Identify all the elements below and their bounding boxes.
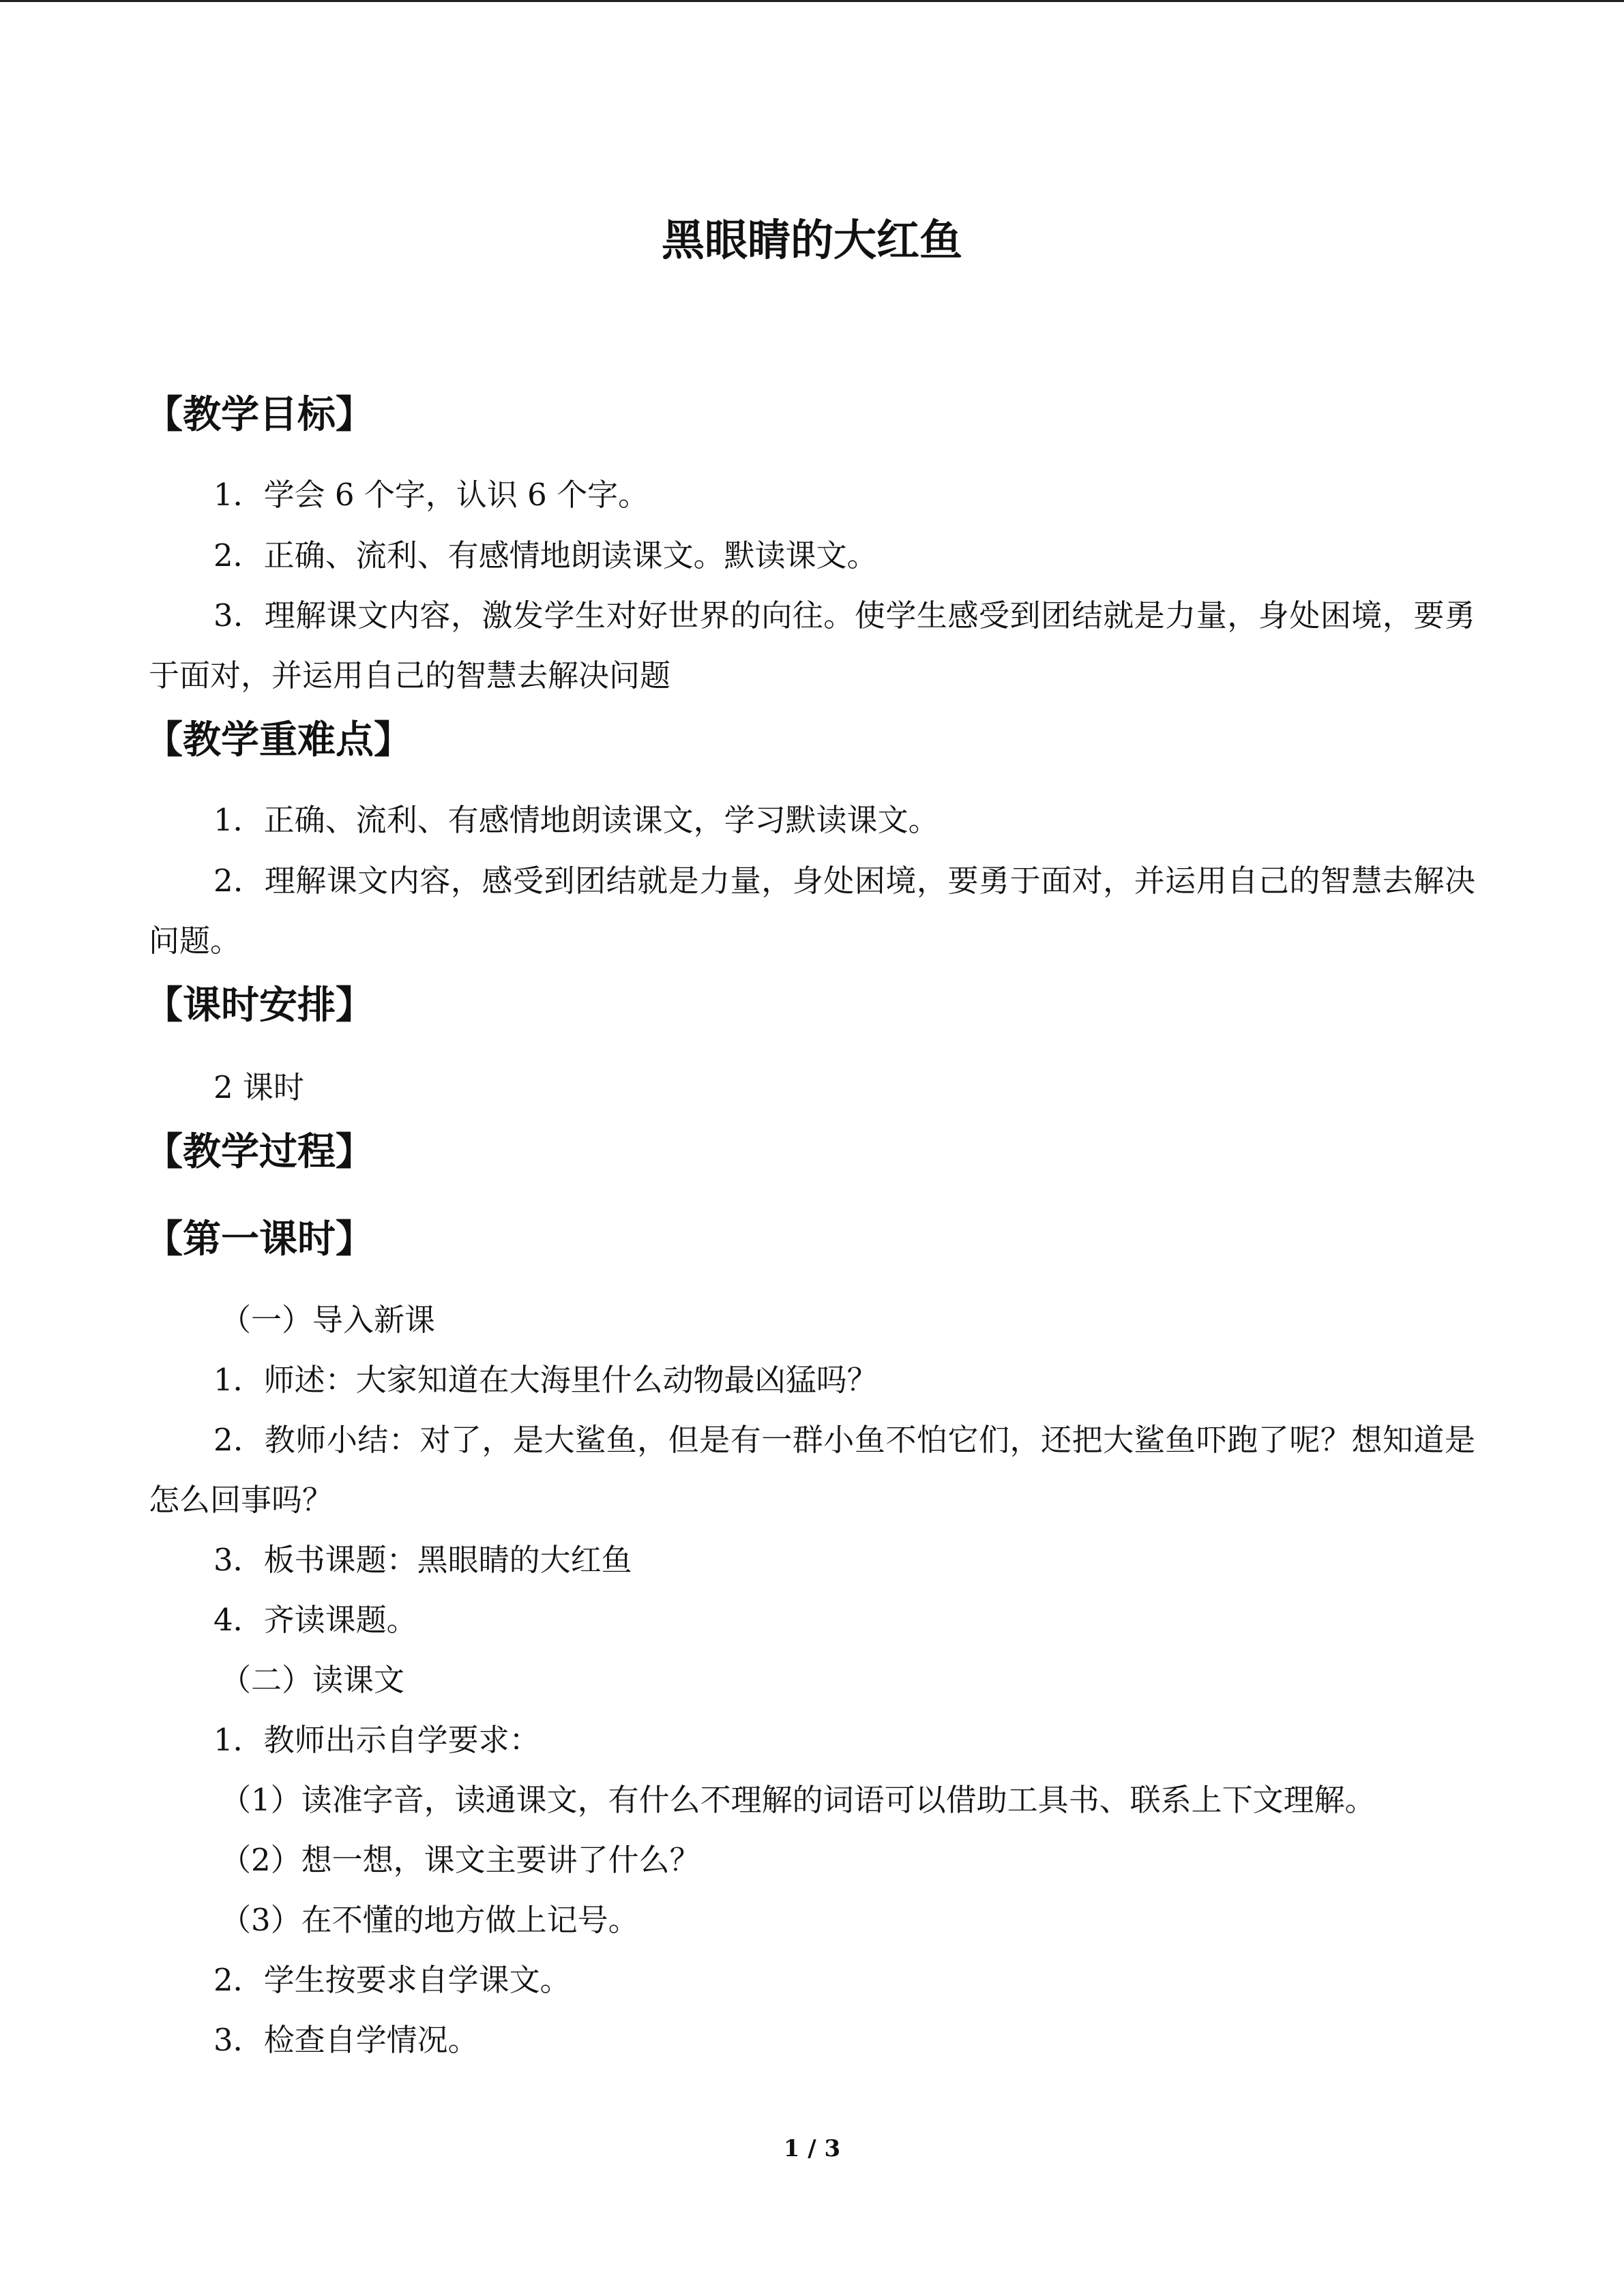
objective-item-2: 2．正确、流利、有感情地朗读课文。默读课文。 [213,537,878,573]
part2-item-1: 1．教师出示自学要求： [213,1722,540,1758]
heading-key-points: 【教学重难点】 [145,717,412,762]
part2-item-2: （1）读准字音，读通课文，有什么不理解的词语可以借助工具书、联系上下文理解。 [220,1782,1376,1818]
heading-lesson-one: 【第一课时】 [145,1217,374,1262]
part2-title: （二）读课文 [220,1662,405,1698]
schedule-text: 2 课时 [213,1069,304,1105]
key-point-item-1: 1．正确、流利、有感情地朗读课文，学习默读课文。 [213,802,939,838]
key-point-item-2: 2．理解课文内容，感受到团结就是力量，身处困境，要勇于面对，并运用自己的智慧去解决问题。 [149,863,1475,959]
heading-objectives: 【教学目标】 [145,392,374,437]
heading-schedule: 【课时安排】 [145,983,374,1028]
objective-item-3: 3．理解课文内容，激发学生对好世界的向往。使学生感受到团结就是力量，身处困境，要勇于面对，并运用自己的智慧去解决问题 [149,597,1475,694]
part1-item-4: 4．齐读课题。 [213,1602,417,1638]
part1-item-2: 2．教师小结：对了，是大鲨鱼，但是有一群小鱼不怕它们，还把大鲨鱼吓跑了呢？想知道是怎么回事吗？ [149,1422,1475,1518]
part1-title: （一）导入新课 [220,1302,436,1338]
top-border [0,0,1624,2]
part1-item-1: 1．师述：大家知道在大海里什么动物最凶猛吗？ [213,1362,878,1398]
heading-process: 【教学过程】 [145,1129,374,1174]
part2-item-4: （3）在不懂的地方做上记号。 [220,1902,639,1938]
part2-item-6: 3．检查自学情况。 [213,2022,479,2058]
page-title: 黑眼睛的大红鱼 [662,215,962,265]
part2-item-3: （2）想一想，课文主要讲了什么？ [220,1842,700,1878]
page-number: 1 / 3 [783,2135,841,2162]
part1-item-3: 3．板书课题：黑眼睛的大红鱼 [213,1542,632,1578]
objective-item-1: 1．学会 6 个字，认识 6 个字。 [213,477,649,513]
part2-item-5: 2．学生按要求自学课文。 [213,1962,571,1998]
